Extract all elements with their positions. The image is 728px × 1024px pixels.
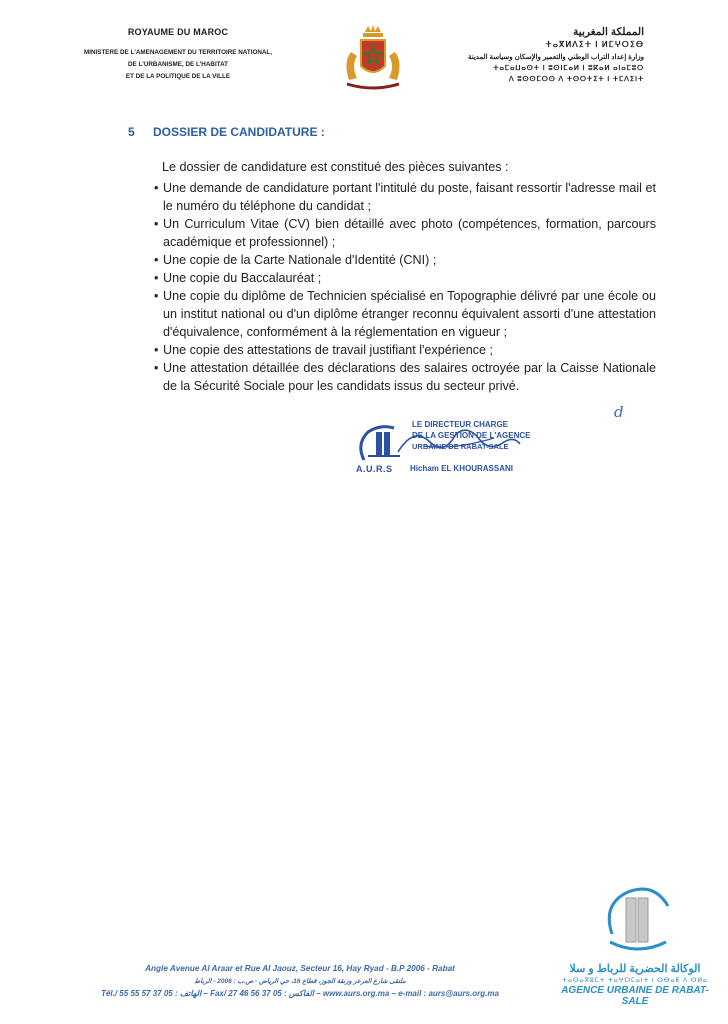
stamp-title-line2: DE LA GESTION DE L'AGENCE [412, 431, 531, 440]
coat-of-arms-icon [337, 22, 409, 94]
agency-name-fr: AGENCE URBAINE DE RABAT-SALE [561, 985, 709, 1007]
bullet-icon: • [154, 181, 159, 195]
bullet-icon: • [154, 343, 159, 357]
kingdom-name-tifinagh: ⵜⴰⴳⵍⴷⵉⵜ ⵏ ⵍⵎⵖⵔⵉⴱ [545, 40, 644, 49]
stamp-acronym: A.U.R.S [356, 464, 393, 474]
bullet-icon: • [154, 361, 159, 375]
ministry-name-tifinagh: ⵜⴰⵎⴰⵡⴰⵙⵜ ⵏ ⵓⵙⵏⵎⴰⵍ ⵏ ⵓⴽⴰⵍ ⴰⵏⴰⵎⵓⵔ ⴷ ⵓⵙⵙⵎⵔⵙ ⴷ ⵜⵙⵔⵜⵉⵜ ⵏ ⵜⵎⴷⵉⵏⵜ [493, 65, 644, 83]
stamp-title-line3: URBAINE DE RABAT-SALE [412, 442, 509, 451]
section-title: DOSSIER DE CANDIDATURE : [153, 125, 325, 139]
signatory-name: Hicham EL KHOURASSANI [410, 464, 513, 473]
list-item: • Une demande de candidature portant l'intitulé du poste, faisant ressortir l'adresse mail et le numéro du téléphone du candidat ; [154, 181, 656, 213]
required-documents-list [154, 179, 656, 395]
address-ar: ملتقى شارع العرعر وزنقة الجوز، قطاع 16، حي الرياض - ص.ب : 2006 - الرباط [194, 978, 406, 985]
agency-name-ar: الوكالة الحضرية للرباط و سلا [569, 963, 701, 975]
intro-text: Le dossier de candidature est constitué des pièces suivantes : [162, 160, 509, 174]
header-french [58, 27, 298, 83]
bullet-icon: • [154, 253, 159, 267]
section-number: 5 [128, 125, 135, 139]
list-item: • Une copie du Baccalauréat ; [154, 271, 322, 285]
handwritten-initial: d [614, 403, 624, 421]
list-item: • Un Curriculum Vitae (CV) bien détaillé avec photo (compétences, formation, parcours académique et professionnel) ; [154, 217, 656, 249]
agency-name-tifinagh: ⵜⴰⵙⴰⴳⵓⵎⵜ ⵜⴰⵖⵔⵎⴰⵏⵜ ⵏ ⵔⴱⴰⵟ ⴷ ⵙⵍⴰ [562, 977, 708, 984]
kingdom-name-ar: المملكة المغربية [573, 26, 644, 38]
bullet-icon: • [154, 271, 159, 285]
list-item: • Une copie des attestations de travail justifiant l'expérience ; [154, 343, 494, 357]
kingdom-name-fr: ROYAUME DU MAROC [127, 27, 229, 37]
address-fr: Angle Avenue Al Araar et Rue Al Jaouz, Secteur 16, Hay Ryad - B.P 2006 - Rabat [145, 964, 455, 973]
footer-contact [60, 964, 540, 998]
stamp-title-line1: LE DIRECTEUR CHARGE [412, 420, 509, 429]
bullet-icon: • [154, 289, 159, 303]
header-arabic [444, 26, 644, 85]
list-item: • Une copie de la Carte Nationale d'Identité (CNI) ; [154, 253, 437, 267]
agency-logo-icon [598, 884, 678, 958]
signature-stamp [354, 420, 554, 490]
ministry-name-fr: MINISTERE DE L'AMENAGEMENT DU TERRITOIRE NATIONAL, DE L'URBANISME, DE L'HABITAT ET DE LA POLITIQUE DE LA VILLE [83, 49, 273, 80]
bullet-icon: • [154, 217, 159, 231]
list-item: • Une attestation détaillée des déclarations des salaires octroyée par la Caisse Nationale de la Sécurité Sociale pour les candidats issus du secteur privé. [154, 361, 656, 393]
document-body [154, 158, 656, 395]
list-item: • Une copie du diplôme de Technicien spécialisé en Topographie délivré par une école ou un institut national ou d'un diplôme étranger reconnu équivalent assorti d'une attestation d'équivalence, conformément à la réglementation en vigueur ; [154, 289, 656, 339]
contact-line: Tél./ الهاتف : 05 37 57 55 55 – Fax/ الفاكس : 05 37 56 46 27 – www.aurs.org.ma – e-mail : aurs@aurs.org.ma [101, 989, 499, 998]
ministry-name-ar: وزارة إعداد التراب الوطني والتعمير والإسكان وسياسة المدينة [467, 54, 644, 61]
agency-name-block [560, 962, 710, 1007]
